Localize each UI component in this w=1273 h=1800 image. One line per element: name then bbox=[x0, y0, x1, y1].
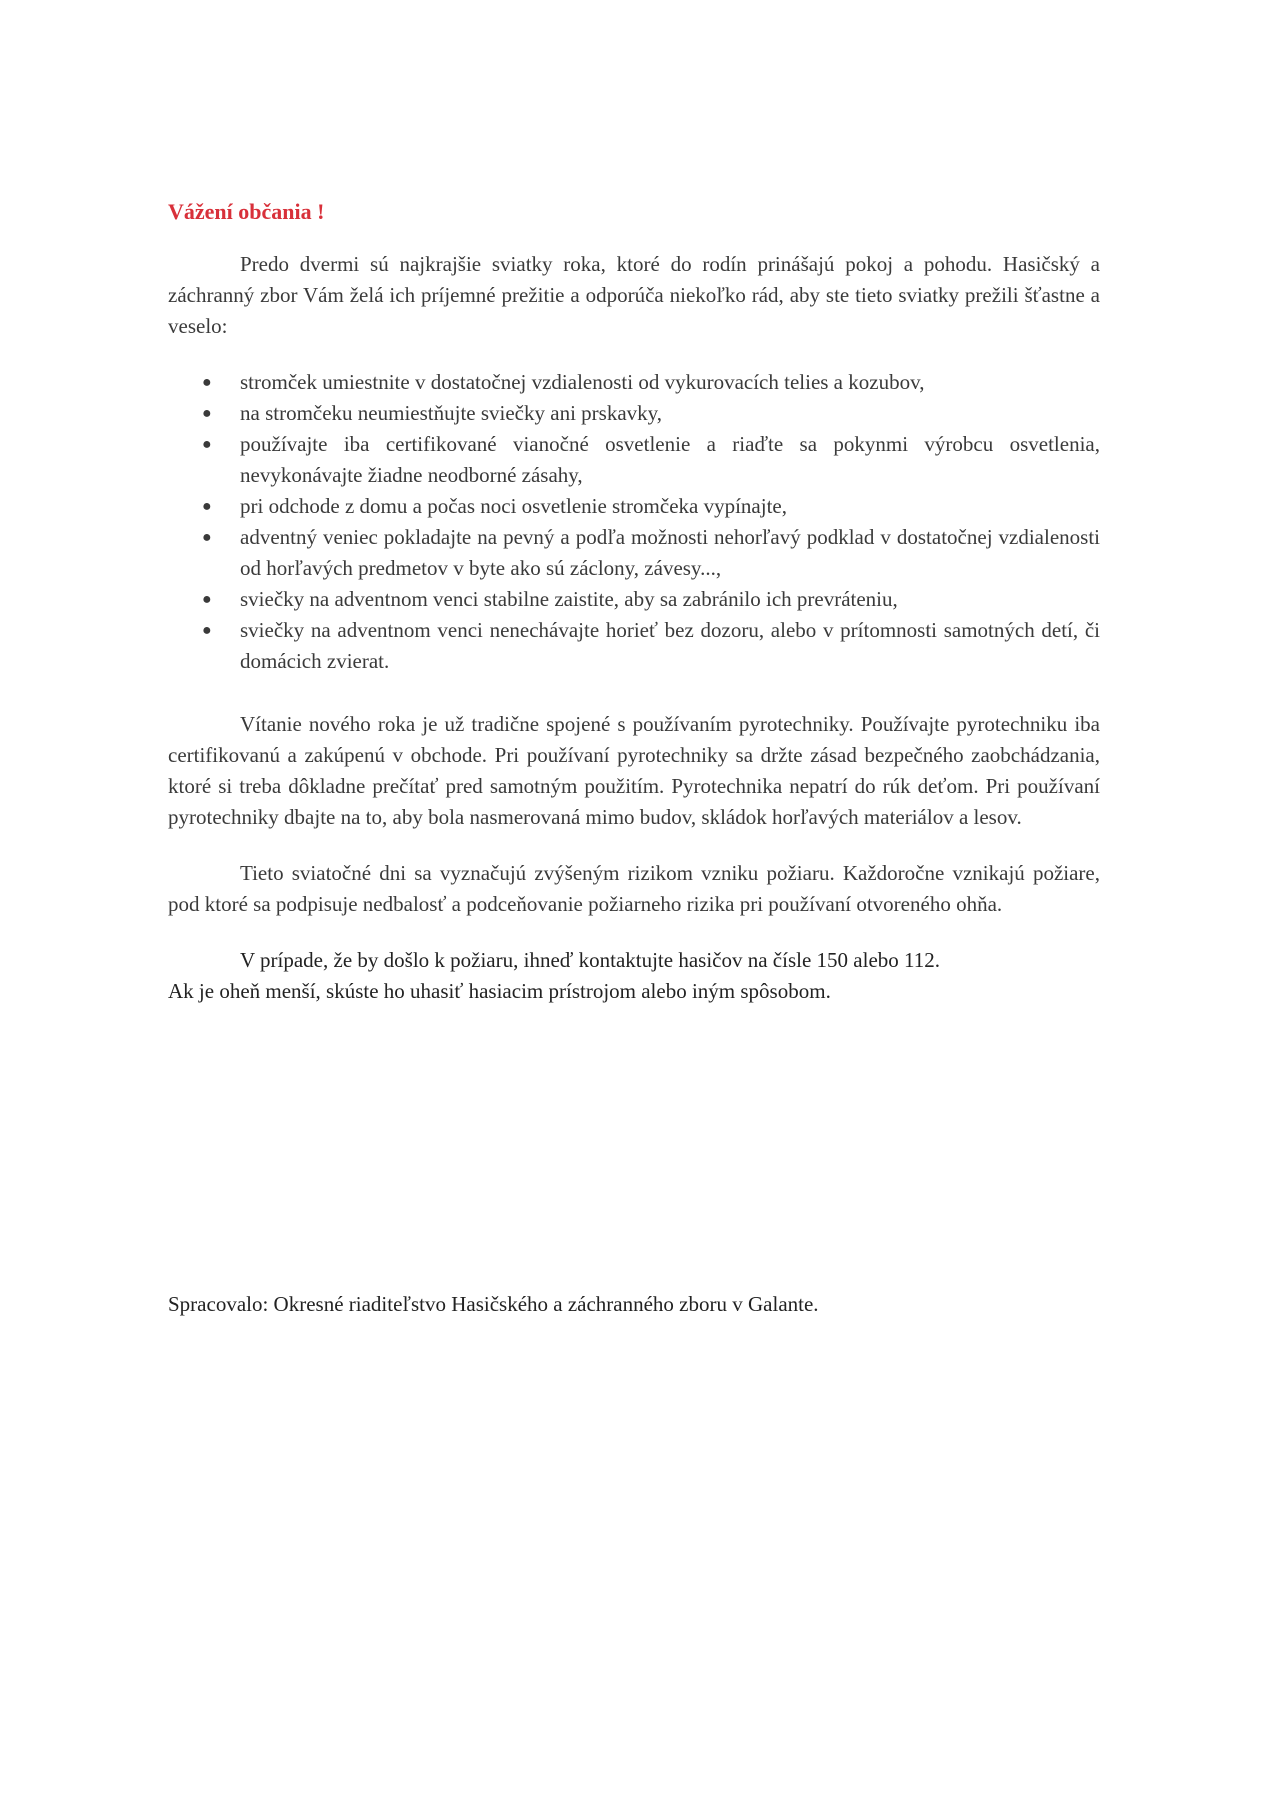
document-body bbox=[168, 196, 1100, 1007]
list-item: ● na stromčeku neumiestňujte sviečky ani prskavky, bbox=[168, 398, 1100, 429]
bullet-icon: ● bbox=[202, 591, 212, 608]
bullet-icon: ● bbox=[202, 622, 212, 639]
list-item: ● sviečky na adventnom venci nenechávajte horieť bez dozoru, alebo v prítomnosti samotných detí, či domácich zvierat. bbox=[168, 615, 1100, 677]
safety-tips-list bbox=[168, 367, 1100, 677]
emergency-paragraph bbox=[168, 945, 1100, 1007]
bullet-icon: ● bbox=[202, 529, 212, 546]
emergency-line-1: V prípade, že by došlo k požiaru, ihneď kontaktujte hasičov na čísle 150 alebo 112. bbox=[240, 948, 940, 972]
bullet-icon: ● bbox=[202, 498, 212, 515]
bullet-icon: ● bbox=[202, 405, 212, 422]
bullet-icon: ● bbox=[202, 436, 212, 453]
list-item: ● sviečky na adventnom venci stabilne zaistite, aby sa zabránilo ich prevráteniu, bbox=[168, 584, 1100, 615]
emergency-line-2: Ak je oheň menší, skúste ho uhasiť hasiacim prístrojom alebo iným spôsobom. bbox=[168, 979, 831, 1003]
pyrotechnics-paragraph: Vítanie nového roka je už tradične spojené s používaním pyrotechniky. Používajte pyrotechniku iba certifikovanú a zakúpenú v obchode. Pri používaní pyrotechniky sa držte zásad bezpečného zaobchádzania, ktoré si treba dôkladne prečítať pred samotným použitím. Pyrotechnika nepatrí do rúk deťom. Pri používaní pyrotechniky dbajte na to, aby bola nasmerovaná mimo budov, skládok horľavých materiálov a lesov. bbox=[168, 712, 1100, 829]
list-item: ● adventný veniec pokladajte na pevný a podľa možnosti nehorľavý podklad v dostatočnej vzdialenosti od horľavých predmetov v byte ako sú záclony, závesy..., bbox=[168, 522, 1100, 584]
fire-risk-paragraph: Tieto sviatočné dni sa vyznačujú zvýšeným rizikom vzniku požiaru. Každoročne vznikajú požiare, pod ktoré sa podpisuje nedbalosť a podceňovanie požiarneho rizika pri používaní otvoreného ohňa. bbox=[168, 861, 1100, 916]
list-item: ● používajte iba certifikované vianočné osvetlenie a riaďte sa pokynmi výrobcu osvetlenia, nevykonávajte žiadne neodborné zásahy, bbox=[168, 429, 1100, 491]
bullet-icon: ● bbox=[202, 374, 212, 391]
greeting-heading: Vážení občania ! bbox=[168, 199, 325, 224]
list-item: ● pri odchode z domu a počas noci osvetlenie stromčeka vypínajte, bbox=[168, 491, 1100, 522]
signature-line: Spracovalo: Okresné riaditeľstvo Hasičského a záchranného zboru v Galante. bbox=[168, 1292, 819, 1316]
list-item: ● stromček umiestnite v dostatočnej vzdialenosti od vykurovacích telies a kozubov, bbox=[168, 367, 1100, 398]
intro-paragraph: Predo dvermi sú najkrajšie sviatky roka, ktoré do rodín prinášajú pokoj a pohodu. Hasičský a záchranný zbor Vám želá ich príjemné prežitie a odporúča niekoľko rád, aby ste tieto sviatky prežili šťastne a veselo: bbox=[168, 252, 1100, 338]
